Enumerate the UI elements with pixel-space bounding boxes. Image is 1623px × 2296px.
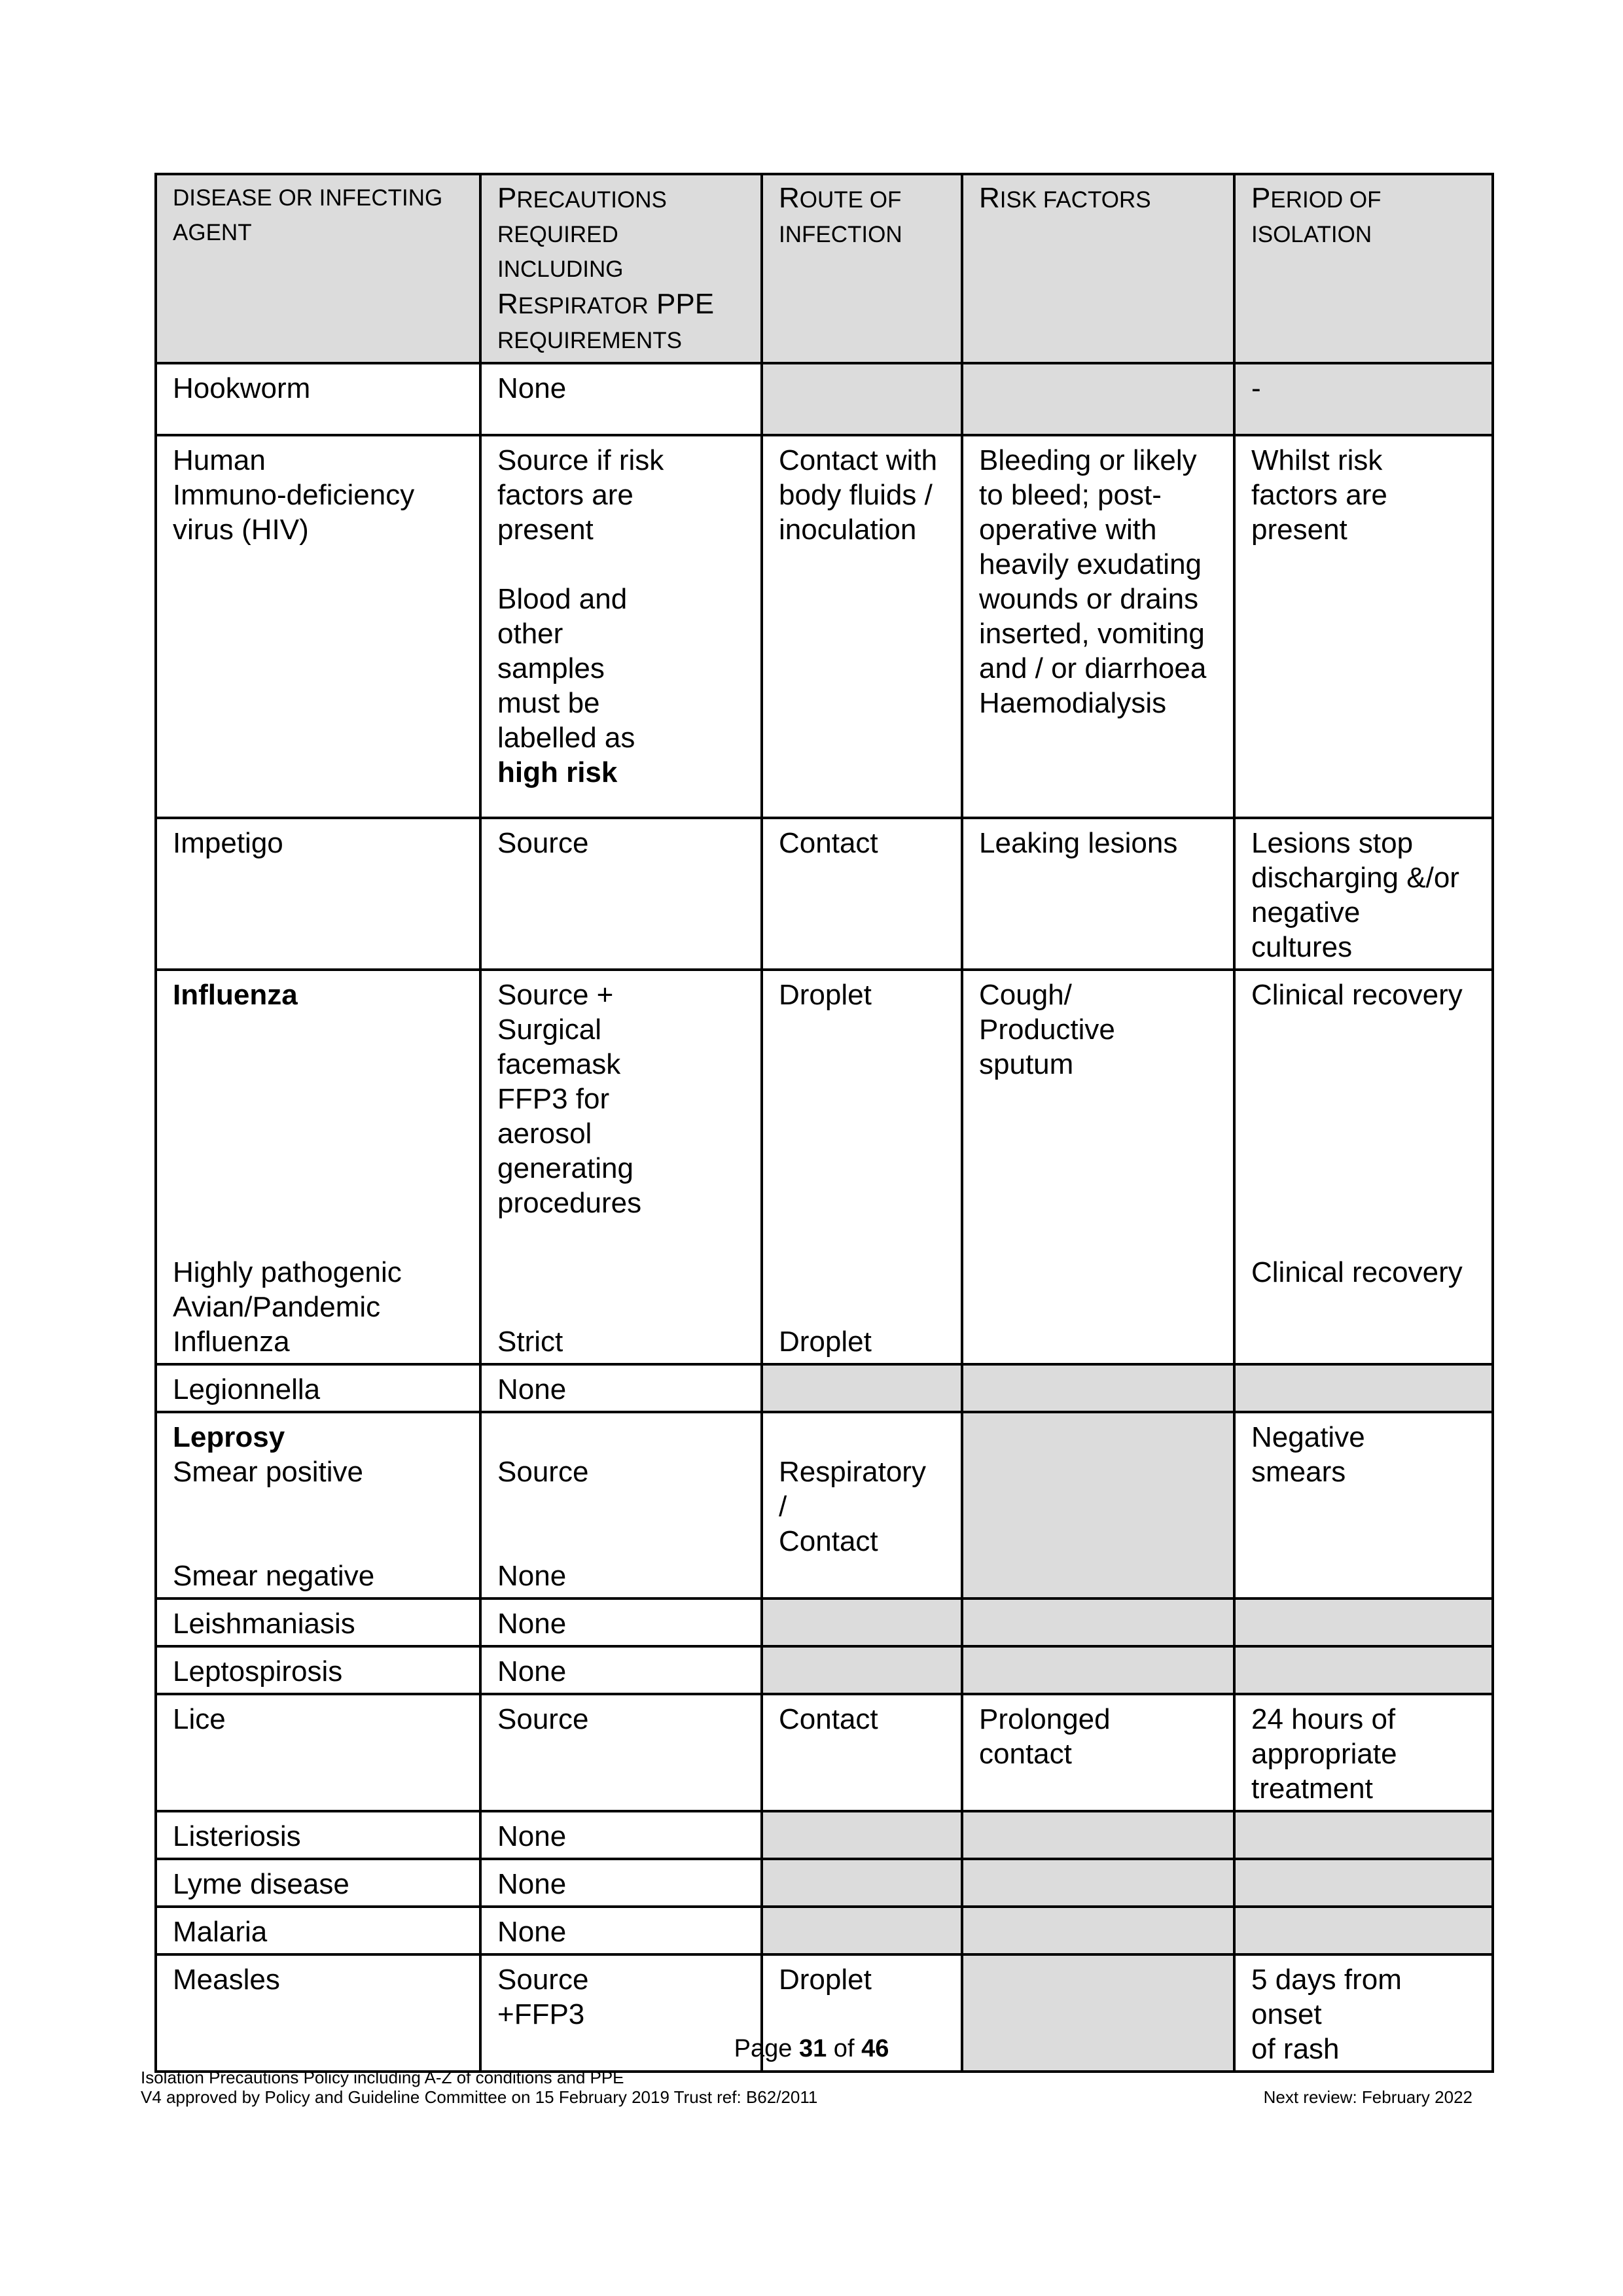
table-row [156, 1646, 1493, 1694]
period-cell [1234, 1364, 1493, 1412]
risk-cell: Bleeding or likely to bleed; post- operative with heavily exudating wounds or drains inserted, vomiting and / or diarrhoea Haemodialysis [962, 435, 1234, 818]
table-row [156, 363, 1493, 435]
disease-cell: Legionnella [156, 1364, 480, 1412]
footer-policy-title: Isolation Precautions Policy including A-Z of conditions and PPE [141, 2068, 624, 2087]
risk-cell [962, 1598, 1234, 1646]
disease-cell: Lice [156, 1694, 480, 1811]
period-cell: Whilst risk factors are present [1234, 435, 1493, 818]
precautions-cell: Source [480, 818, 762, 970]
route-cell: Droplet Droplet [762, 970, 962, 1364]
route-cell: Contact with body fluids / inoculation [762, 435, 962, 818]
risk-cell [962, 1859, 1234, 1907]
risk-cell [962, 1364, 1234, 1412]
period-cell: - [1234, 363, 1493, 435]
risk-cell: Prolonged contact [962, 1694, 1234, 1811]
period-cell [1234, 1859, 1493, 1907]
precautions-cell: Source None [480, 1412, 762, 1598]
disease-cell: Impetigo [156, 818, 480, 970]
disease-cell: Influenza Highly pathogenic Avian/Pandemic Influenza [156, 970, 480, 1364]
route-cell [762, 1364, 962, 1412]
table-row [156, 1412, 1493, 1598]
route-cell [762, 1859, 962, 1907]
route-cell [762, 363, 962, 435]
header-period: PERIOD OF ISOLATION [1234, 174, 1493, 363]
table-row [156, 818, 1493, 970]
footer-next-review: Next review: February 2022 [1263, 2087, 1472, 2107]
period-cell [1234, 1907, 1493, 1954]
route-cell: Contact [762, 818, 962, 970]
period-cell [1234, 1811, 1493, 1859]
risk-cell: Leaking lesions [962, 818, 1234, 970]
period-cell: 24 hours of appropriate treatment [1234, 1694, 1493, 1811]
table-row [156, 1859, 1493, 1907]
table-row [156, 435, 1493, 818]
risk-cell [962, 1412, 1234, 1598]
risk-cell [962, 1907, 1234, 1954]
header-precautions: PRECAUTIONS REQUIRED INCLUDING RESPIRATOR PPE REQUIREMENTS [480, 174, 762, 363]
isolation-precautions-table [154, 173, 1494, 2073]
disease-cell: Lyme disease [156, 1859, 480, 1907]
route-cell [762, 1811, 962, 1859]
page-number: Page 31 of 46 [734, 2035, 889, 2062]
disease-cell: Leishmaniasis [156, 1598, 480, 1646]
precautions-cell: None [480, 1364, 762, 1412]
precautions-cell: None [480, 1646, 762, 1694]
precautions-cell: Source +FFP3 [480, 1954, 762, 2072]
precautions-cell: Source [480, 1694, 762, 1811]
risk-cell [962, 363, 1234, 435]
precautions-cell: Source if risk factors are present Blood and other samples must be labelled as high risk [480, 435, 762, 818]
header-disease: DISEASE OR INFECTING AGENT [156, 174, 480, 363]
table-row [156, 1364, 1493, 1412]
risk-cell [962, 1646, 1234, 1694]
period-cell: Clinical recovery Clinical recovery [1234, 970, 1493, 1364]
precautions-cell: None [480, 1859, 762, 1907]
disease-cell: Malaria [156, 1907, 480, 1954]
disease-cell: Leprosy Smear positive Smear negative [156, 1412, 480, 1598]
risk-cell: Cough/ Productive sputum [962, 970, 1234, 1364]
precautions-cell: None [480, 1598, 762, 1646]
header-route: ROUTE OF INFECTION [762, 174, 962, 363]
period-cell: Negative smears [1234, 1412, 1493, 1598]
route-cell: Respiratory / Contact [762, 1412, 962, 1598]
precautions-cell: Source + Surgical facemask FFP3 for aerosol generating procedures Strict [480, 970, 762, 1364]
table-row [156, 970, 1493, 1364]
route-cell: Contact [762, 1694, 962, 1811]
risk-cell [962, 1811, 1234, 1859]
table-row [156, 1811, 1493, 1859]
disease-cell: Measles [156, 1954, 480, 2072]
precautions-cell: None [480, 1811, 762, 1859]
route-cell [762, 1646, 962, 1694]
route-cell [762, 1598, 962, 1646]
precautions-cell: None [480, 363, 762, 435]
table-row [156, 1598, 1493, 1646]
period-cell: Lesions stop discharging &/or negative cultures [1234, 818, 1493, 970]
disease-cell: Hookworm [156, 363, 480, 435]
period-cell: 5 days from onset of rash [1234, 1954, 1493, 2072]
disease-cell: Leptospirosis [156, 1646, 480, 1694]
footer-approval-line: V4 approved by Policy and Guideline Committee on 15 February 2019 Trust ref: B62/2011 [141, 2087, 818, 2107]
precautions-cell: None [480, 1907, 762, 1954]
disease-cell: Listeriosis [156, 1811, 480, 1859]
route-cell: Droplet [762, 1954, 962, 2072]
table-row [156, 1907, 1493, 1954]
table-header-row [156, 174, 1493, 363]
disease-cell: Human Immuno-deficiency virus (HIV) [156, 435, 480, 818]
period-cell [1234, 1646, 1493, 1694]
route-cell [762, 1907, 962, 1954]
period-cell [1234, 1598, 1493, 1646]
table-row [156, 1694, 1493, 1811]
header-risk: RISK FACTORS [962, 174, 1234, 363]
